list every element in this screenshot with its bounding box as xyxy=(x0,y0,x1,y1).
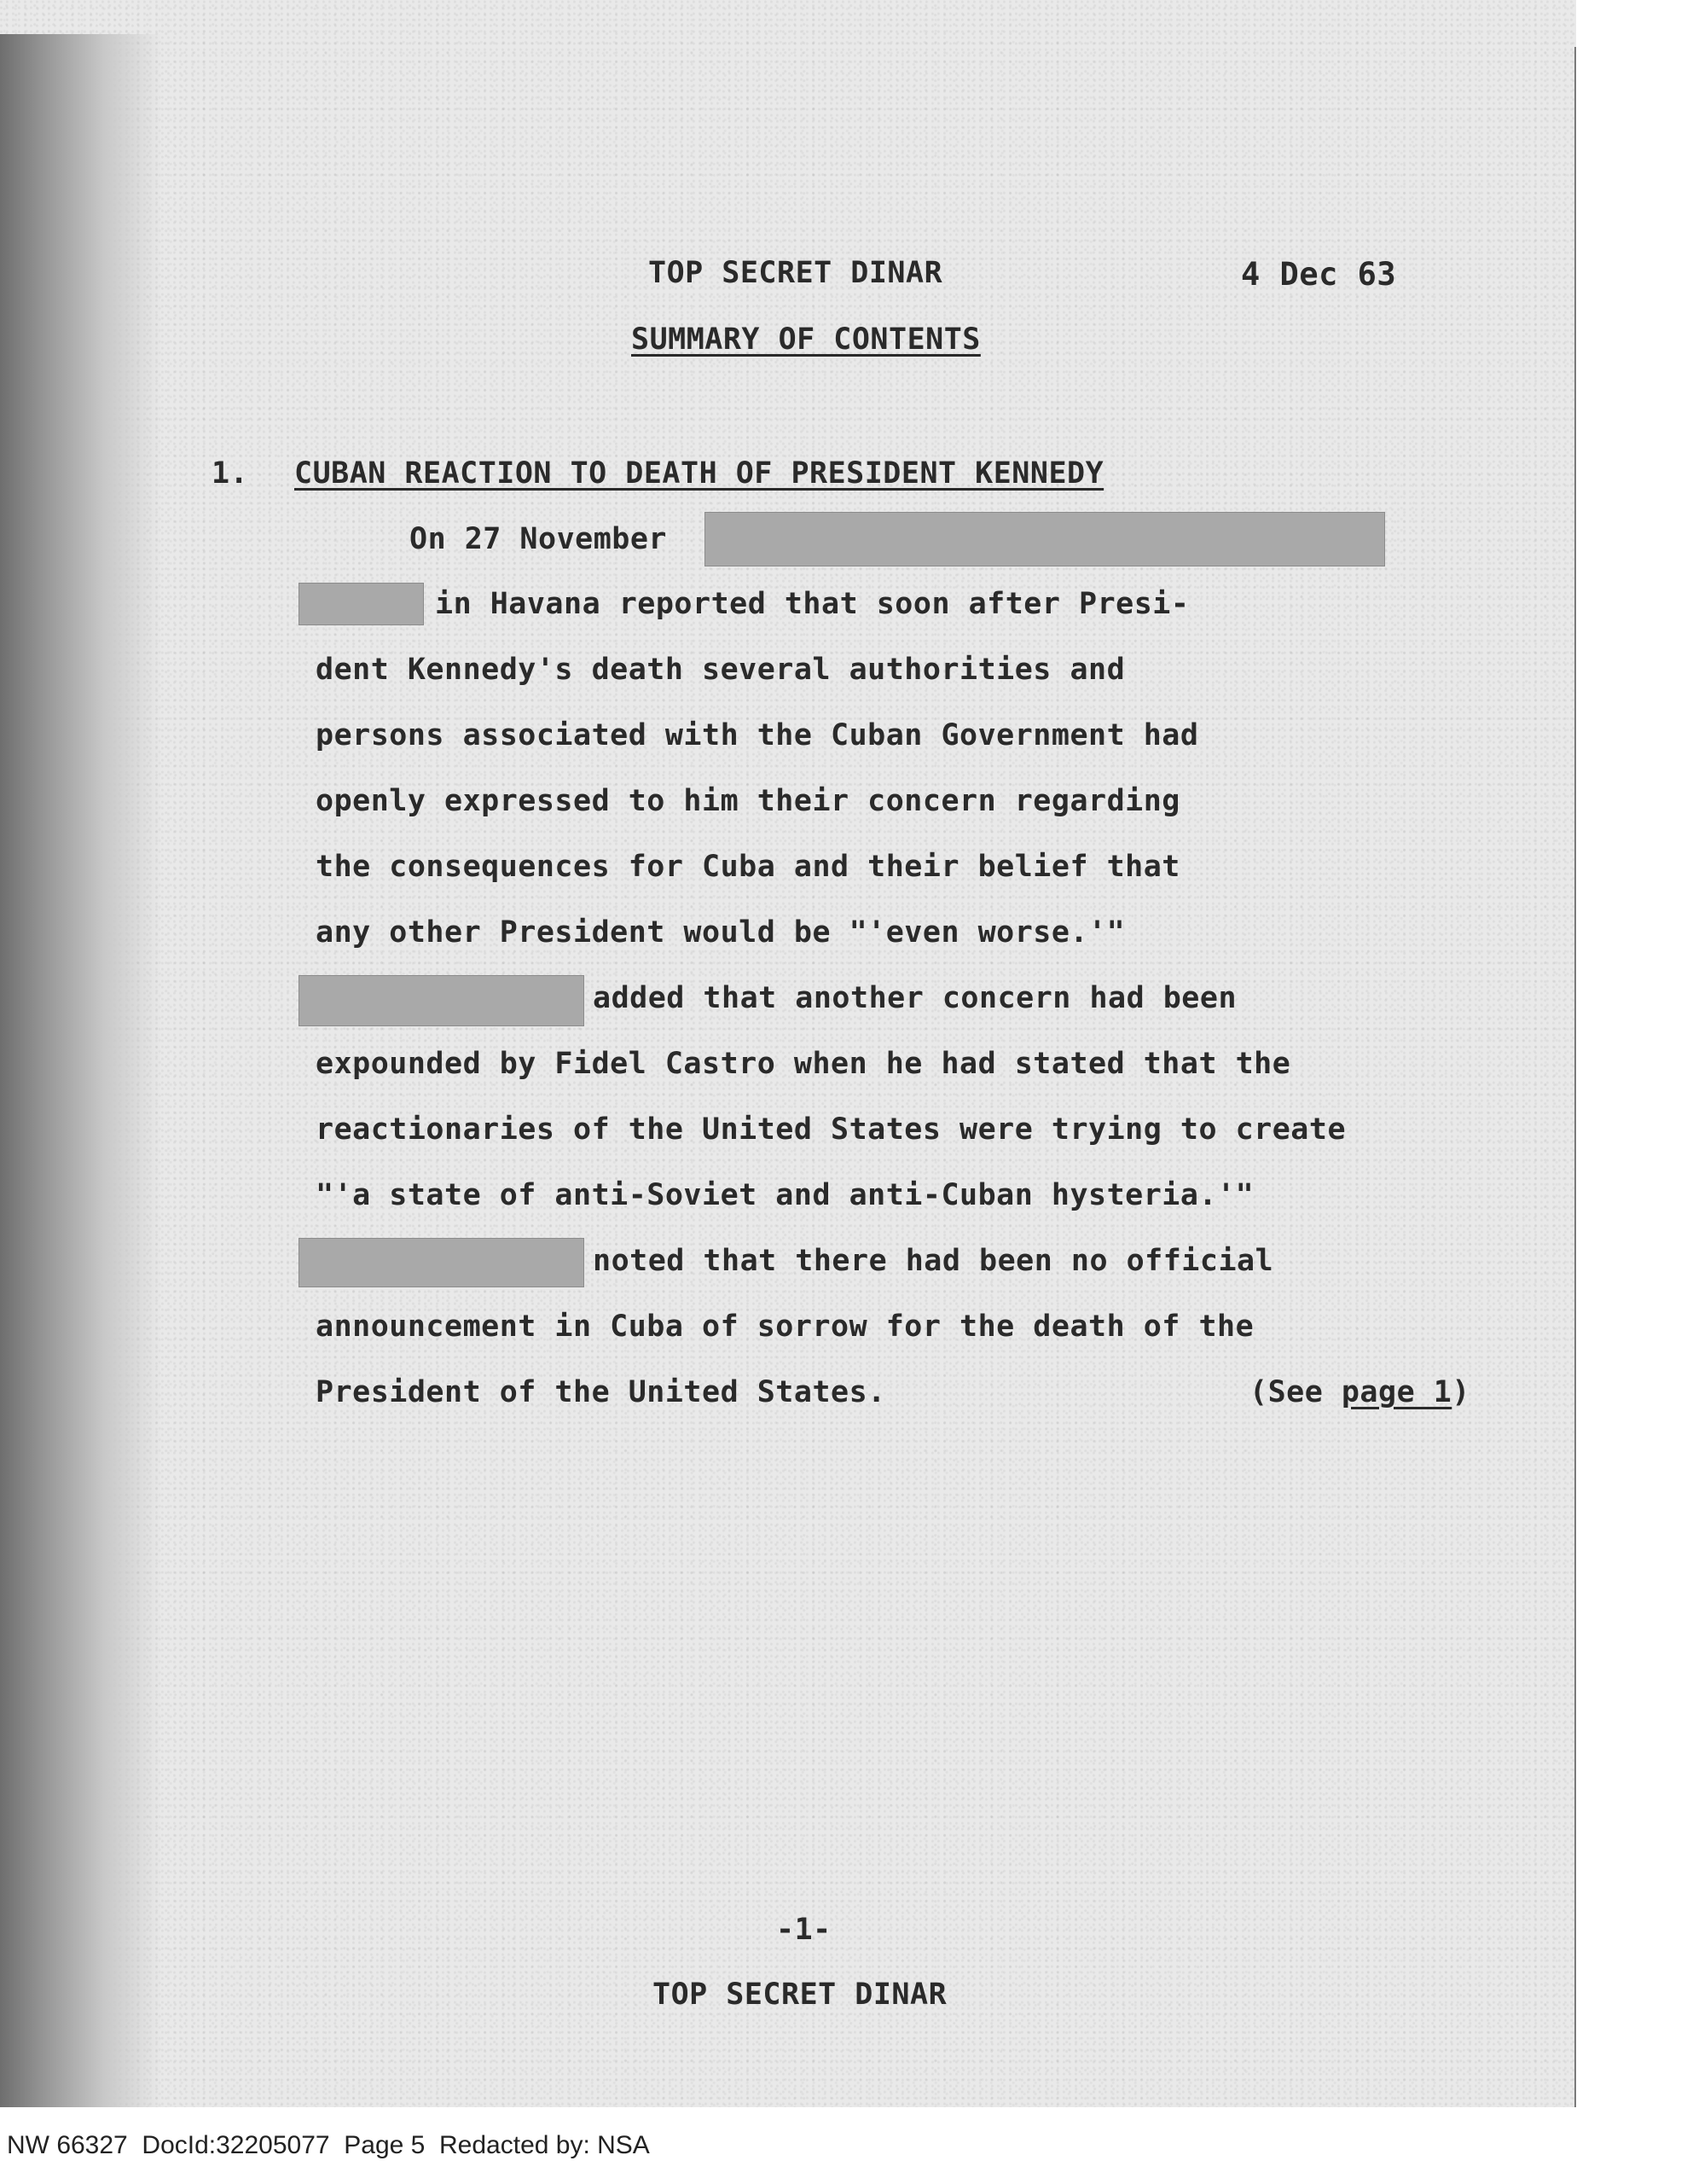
section-heading: CUBAN REACTION TO DEATH OF PRESIDENT KENNEDY xyxy=(294,456,1104,491)
body-line-4: persons associated with the Cuban Government had xyxy=(316,718,1199,752)
classification-header: TOP SECRET DINAR xyxy=(648,256,943,290)
page-title: SUMMARY OF CONTENTS xyxy=(631,322,981,357)
body-line-9: expounded by Fidel Castro when he had stated that the xyxy=(316,1047,1291,1081)
page-reference xyxy=(1249,1375,1470,1409)
page-reference-prefix: (See xyxy=(1249,1375,1342,1409)
classification-footer: TOP SECRET DINAR xyxy=(652,1978,948,2012)
body-line-5: openly expressed to him their concern regarding xyxy=(316,784,1180,818)
body-line-11: "'a state of anti-Soviet and anti-Cuban hysteria.'" xyxy=(316,1178,1255,1212)
body-line-14: President of the United States. xyxy=(316,1375,886,1409)
section-number: 1. xyxy=(212,456,249,491)
body-line-6: the consequences for Cuba and their belief that xyxy=(316,850,1180,884)
body-line-7: any other President would be "'even worse.'" xyxy=(316,915,1126,950)
archive-footer: NW 66327 DocId:32205077 Page 5 Redacted by: NSA xyxy=(7,2131,650,2159)
body-line-13: announcement in Cuba of sorrow for the death of the xyxy=(316,1310,1255,1344)
page-reference-link[interactable]: page 1 xyxy=(1341,1375,1452,1409)
redaction-box xyxy=(704,512,1385,566)
body-line-8: added that another concern had been xyxy=(593,981,1238,1015)
body-line-10: reactionaries of the United States were trying to create xyxy=(316,1112,1347,1147)
document-date: 4 Dec 63 xyxy=(1241,256,1397,293)
body-line-1: On 27 November xyxy=(409,522,668,556)
page-number: -1- xyxy=(776,1913,832,1947)
body-line-2: in Havana reported that soon after Presi- xyxy=(435,587,1190,621)
body-line-12: noted that there had been no official xyxy=(593,1244,1274,1278)
redaction-box xyxy=(299,975,584,1026)
redaction-box xyxy=(299,583,424,625)
redaction-box xyxy=(299,1238,584,1287)
body-line-3: dent Kennedy's death several authorities and xyxy=(316,653,1126,687)
page-reference-suffix: ) xyxy=(1452,1375,1470,1409)
